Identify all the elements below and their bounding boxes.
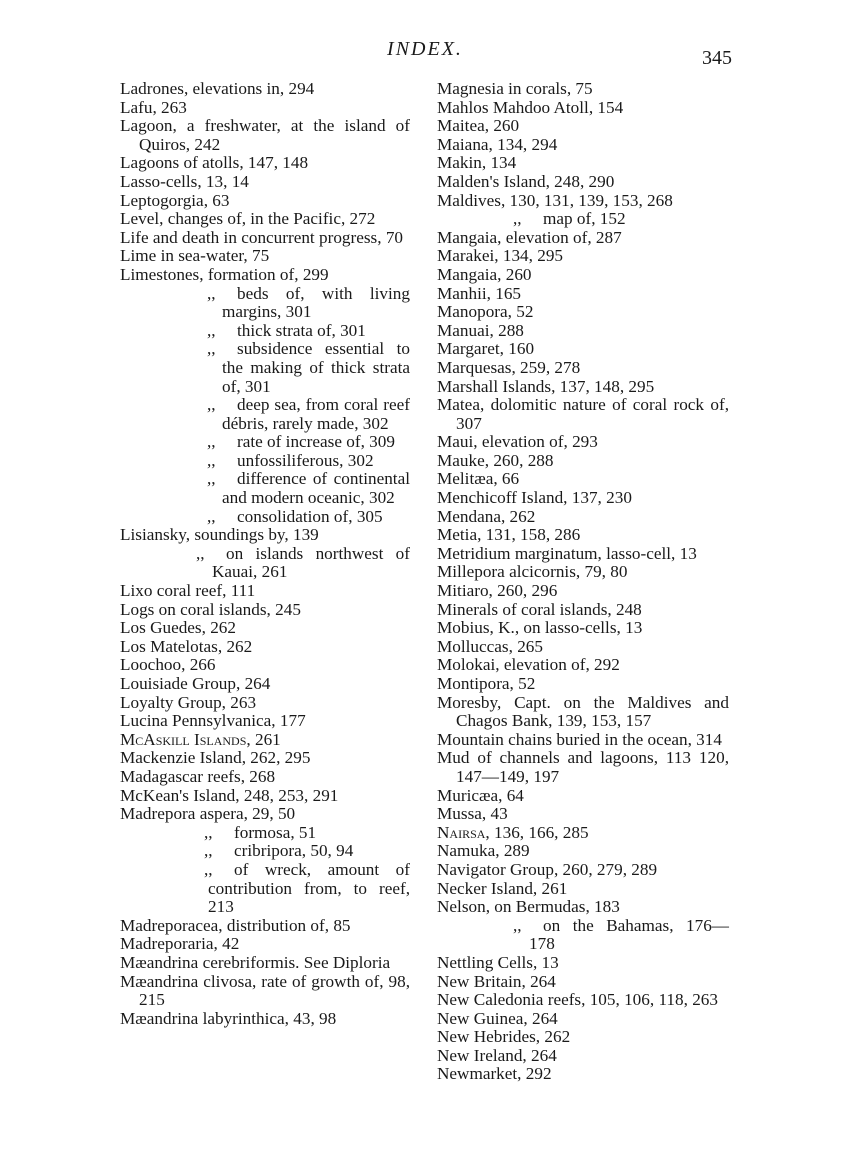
index-entry (437, 619, 729, 638)
index-entry-text: Life and death in concurrent progress, 70 (120, 227, 404, 247)
index-entry (120, 935, 410, 954)
index-entry (120, 694, 410, 713)
index-entry-text: deep sea, from coral reef débris, rarely made, 302 (222, 395, 410, 433)
index-entry (120, 954, 410, 973)
index-entry-text: Limestones, formation of, 299 (120, 264, 329, 284)
index-entry (120, 508, 410, 527)
index-entry (437, 861, 729, 880)
index-entry (437, 210, 729, 229)
index-entry-text: Mæandrina cerebriformis. See Diploria (120, 952, 391, 972)
index-entry-text: New Britain, 264 (437, 971, 556, 991)
index-entry (120, 601, 410, 620)
index-entry (120, 192, 410, 211)
index-entry-text: thick strata of, 301 (237, 320, 366, 340)
index-entry (437, 359, 729, 378)
index-entry-text: Melitæa, 66 (437, 469, 520, 489)
index-entry (120, 619, 410, 638)
index-entry-text: Madreporacea, distribution of, 85 (120, 915, 351, 935)
index-entry (120, 842, 410, 861)
index-entry-text: Los Guedes, 262 (120, 618, 236, 638)
index-entry-text: Malden's Island, 248, 290 (437, 171, 615, 191)
index-entry-text: Logs on coral islands, 245 (120, 599, 301, 619)
index-entry-text: Mountain chains buried in the ocean, 314 (437, 729, 722, 749)
index-entry (437, 340, 729, 359)
index-entry (437, 805, 729, 824)
index-entry (437, 694, 729, 731)
index-entry-text: Newmarket, 292 (437, 1064, 552, 1084)
index-entry (437, 99, 729, 118)
index-entry-text: consolidation of, 305 (237, 506, 383, 526)
index-entry (120, 154, 410, 173)
index-entry-text: McKean's Island, 248, 253, 291 (120, 785, 339, 805)
index-entry (437, 396, 729, 433)
index-entry (120, 656, 410, 675)
index-entry-text: Mackenzie Island, 262, 295 (120, 748, 311, 768)
index-entry (437, 1065, 729, 1084)
index-entry (437, 601, 729, 620)
index-entry (120, 805, 410, 824)
index-entry (437, 247, 729, 266)
index-entry-text: Mud of channels and lagoons, 113 120, 147—149, 197 (437, 748, 729, 786)
index-entry-text: Molluccas, 265 (437, 636, 543, 656)
index-entry (120, 1010, 410, 1029)
page-number: 345 (702, 47, 732, 69)
index-entry (120, 824, 410, 843)
index-entry-text: Namuka, 289 (437, 841, 530, 861)
index-entry-text: Moresby, Capt. on the Maldives and Chagos Bank, 139, 153, 157 (437, 692, 729, 731)
index-entry-text: on the Bahamas, 176—178 (529, 915, 729, 954)
index-entry-text: Louisiade Group, 264 (120, 674, 271, 693)
index-entry (437, 470, 729, 489)
index-entry (120, 117, 410, 154)
index-entry (437, 378, 729, 397)
index-entry-text: Lafu, 263 (120, 97, 187, 117)
index-entry-text: Mussa, 43 (437, 804, 508, 824)
index-entry (437, 80, 729, 99)
index-entry-text: Nairsa, 136, 166, 285 (437, 822, 589, 842)
index-entry (437, 117, 729, 136)
index-entry-text: of wreck, amount of contribution from, to reef, 213 (208, 859, 410, 917)
index-entry-text: Maldives, 130, 131, 139, 153, 268 (437, 190, 673, 210)
index-entry (120, 396, 410, 433)
running-header: INDEX. (387, 38, 463, 60)
index-entry-text: Ladrones, elevations in, 294 (120, 79, 315, 98)
ditto-mark: ,, (513, 915, 522, 935)
index-entry-text: Mæandrina clivosa, rate of growth of, 98, 215 (120, 971, 410, 1010)
index-entry (437, 136, 729, 155)
index-entry (120, 285, 410, 322)
index-entry (437, 917, 729, 954)
index-entry-text: Lisiansky, soundings by, 139 (120, 525, 319, 545)
ditto-mark: ,, (204, 859, 213, 879)
index-entry-text: Magnesia in corals, 75 (437, 79, 593, 98)
index-entry (437, 526, 729, 545)
index-entry-text: Lucina Pennsylvanica, 177 (120, 711, 306, 731)
index-entry-text: Marquesas, 259, 278 (437, 357, 581, 377)
index-entry-text: Necker Island, 261 (437, 878, 568, 898)
index-entry (437, 303, 729, 322)
index-entry (437, 433, 729, 452)
index-entry (437, 749, 729, 786)
ditto-mark: ,, (196, 543, 205, 563)
index-entry-text: McAskill Islands, 261 (120, 729, 281, 749)
index-entry-text: Marshall Islands, 137, 148, 295 (437, 376, 655, 396)
index-entry-text: New Hebrides, 262 (437, 1027, 571, 1047)
index-column-left (120, 80, 410, 1028)
index-entry-text: Metia, 131, 158, 286 (437, 525, 581, 545)
index-entry-text: formosa, 51 (234, 822, 317, 842)
index-entry (120, 545, 410, 582)
index-entry (437, 842, 729, 861)
index-entry (437, 285, 729, 304)
index-entry (437, 563, 729, 582)
index-entry (437, 452, 729, 471)
index-entry-text: New Ireland, 264 (437, 1045, 557, 1065)
index-entry (120, 210, 410, 229)
index-entry-text: Los Matelotas, 262 (120, 636, 253, 656)
index-entry-text: Lagoon, a freshwater, at the island of Quiros, 242 (120, 116, 410, 154)
index-entry (437, 229, 729, 248)
ditto-mark: ,, (204, 841, 213, 861)
index-entry (437, 675, 729, 694)
index-entry-text: Metridium marginatum, lasso-cell, 13 (437, 543, 697, 563)
index-entry-text: Montipora, 52 (437, 674, 536, 693)
index-entry-text: Margaret, 160 (437, 339, 535, 359)
ditto-mark: ,, (513, 209, 522, 229)
index-entry-text: Nelson, on Bermudas, 183 (437, 897, 620, 917)
index-entry (437, 266, 729, 285)
index-entry (437, 973, 729, 992)
index-column-right (437, 80, 729, 1084)
index-entry-text: Manopora, 52 (437, 302, 534, 322)
index-entry (437, 545, 729, 564)
index-entry-text: rate of increase of, 309 (237, 432, 395, 452)
index-entry-text: Mahlos Mahdoo Atoll, 154 (437, 97, 624, 117)
index-entry-text: Muricæa, 64 (437, 785, 524, 805)
index-entry (437, 1010, 729, 1029)
index-entry (120, 433, 410, 452)
index-entry (437, 787, 729, 806)
ditto-mark: ,, (207, 320, 216, 340)
index-entry (120, 247, 410, 266)
index-entry (120, 229, 410, 248)
index-entry (437, 154, 729, 173)
index-entry (120, 266, 410, 285)
index-entry (120, 173, 410, 192)
index-entry-text: Level, changes of, in the Pacific, 272 (120, 209, 376, 229)
index-entry-text: Loochoo, 266 (120, 655, 216, 675)
index-entry-text: New Caledonia reefs, 105, 106, 118, 263 (437, 990, 718, 1010)
index-entry (120, 452, 410, 471)
index-entry-text: difference of continental and modern oceanic, 302 (222, 469, 410, 508)
index-entry-text: Mauke, 260, 288 (437, 450, 554, 470)
index-entry (120, 80, 410, 99)
index-entry (120, 322, 410, 341)
ditto-mark: ,, (204, 822, 213, 842)
ditto-mark: ,, (207, 339, 216, 359)
index-entry (120, 582, 410, 601)
index-entry-text: Matea, dolomitic nature of coral rock of, 307 (437, 395, 729, 433)
index-entry (437, 322, 729, 341)
ditto-mark: ,, (207, 506, 216, 526)
index-entry-text: Loyalty Group, 263 (120, 692, 257, 712)
index-entry-text: Mangaia, elevation of, 287 (437, 227, 622, 247)
index-entry (437, 1047, 729, 1066)
index-entry (437, 1028, 729, 1047)
index-entry-text: Mendana, 262 (437, 506, 536, 526)
index-entry-text: Manhii, 165 (437, 283, 522, 303)
index-entry (120, 861, 410, 917)
index-entry-text: Nettling Cells, 13 (437, 952, 559, 972)
index-entry (437, 638, 729, 657)
index-entry-text: Manuai, 288 (437, 320, 524, 340)
ditto-mark: ,, (207, 283, 216, 303)
index-entry-text: Madreporaria, 42 (120, 934, 240, 954)
index-entry (437, 656, 729, 675)
index-entry-text: Lasso-cells, 13, 14 (120, 171, 249, 191)
index-entry (120, 675, 410, 694)
index-entry (437, 824, 729, 843)
index-entry (437, 880, 729, 899)
ditto-mark: ,, (207, 469, 216, 489)
index-entry-text: Makin, 134 (437, 153, 517, 173)
index-entry-text: Madrepora aspera, 29, 50 (120, 804, 296, 824)
index-entry (120, 526, 410, 545)
index-entry-text: Lime in sea-water, 75 (120, 246, 270, 266)
index-entry (437, 489, 729, 508)
index-entry (120, 638, 410, 657)
ditto-mark: ,, (207, 432, 216, 452)
index-entry-text: Lagoons of atolls, 147, 148 (120, 153, 309, 173)
index-entry (120, 712, 410, 731)
index-entry (437, 582, 729, 601)
index-entry-text: Mæandrina labyrinthica, 43, 98 (120, 1008, 337, 1028)
index-entry-text: unfossiliferous, 302 (237, 450, 374, 470)
index-entry-text: on islands northwest of Kauai, 261 (212, 543, 410, 582)
index-entry (437, 173, 729, 192)
index-entry-text: Molokai, elevation of, 292 (437, 655, 620, 675)
index-entry-text: New Guinea, 264 (437, 1008, 558, 1028)
index-entry (120, 340, 410, 396)
index-entry (120, 99, 410, 118)
index-entry (120, 787, 410, 806)
index-entry-text: Maui, elevation of, 293 (437, 432, 598, 452)
index-entry (120, 768, 410, 787)
index-entry (120, 973, 410, 1010)
index-entry-text: Maitea, 260 (437, 116, 520, 136)
index-entry-text: Madagascar reefs, 268 (120, 766, 276, 786)
index-entry-text: Minerals of coral islands, 248 (437, 599, 642, 619)
index-entry-text: Maiana, 134, 294 (437, 134, 558, 154)
index-entry (437, 731, 729, 750)
index-entry-text: map of, 152 (543, 209, 626, 229)
index-entry (120, 917, 410, 936)
index-entry-text: Navigator Group, 260, 279, 289 (437, 859, 658, 879)
index-entry (437, 898, 729, 917)
index-entry-text: Menchicoff Island, 137, 230 (437, 488, 632, 508)
index-entry-text: Millepora alcicornis, 79, 80 (437, 562, 628, 582)
index-entry-text: Lixo coral reef, 111 (120, 581, 256, 601)
index-entry-text: Marakei, 134, 295 (437, 246, 564, 266)
index-entry (120, 470, 410, 507)
index-entry (437, 508, 729, 527)
index-entry-text: Mangaia, 260 (437, 264, 532, 284)
index-entry (437, 954, 729, 973)
index-entry-text: Mitiaro, 260, 296 (437, 581, 558, 601)
index-entry-text: beds of, with living margins, 301 (222, 283, 410, 322)
index-entry-text: Leptogorgia, 63 (120, 190, 230, 210)
index-entry-text: subsidence essential to the making of thick strata of, 301 (222, 339, 410, 396)
index-entry-text: Mobius, K., on lasso-cells, 13 (437, 618, 643, 638)
index-entry (437, 192, 729, 211)
ditto-mark: ,, (207, 450, 216, 470)
ditto-mark: ,, (207, 395, 216, 415)
index-entry (120, 731, 410, 750)
index-entry-text: cribripora, 50, 94 (234, 841, 354, 861)
index-entry (437, 991, 729, 1010)
index-entry (120, 749, 410, 768)
